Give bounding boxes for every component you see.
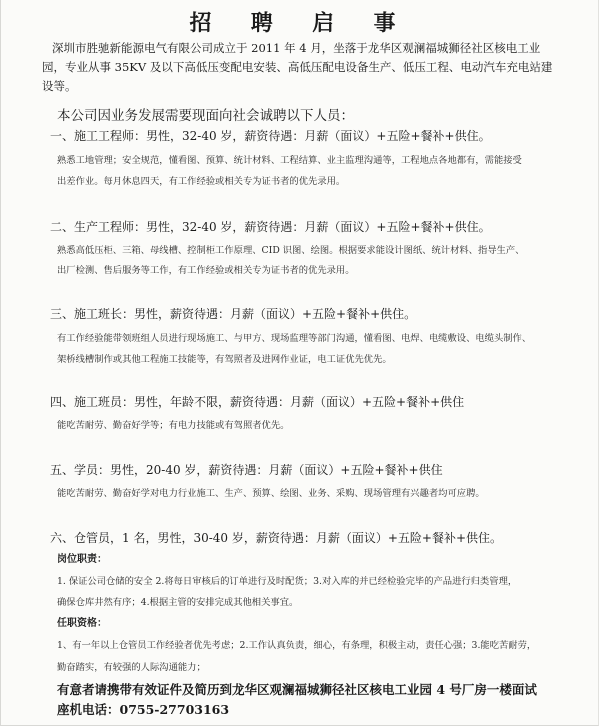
position-heading: 二、生产工程师：男性，32-40 岁，薪资待遇：月薪（面议）+五险+餐补+供住。 [50, 220, 491, 234]
position-heading: 五、学员：男性，20-40 岁，薪资待遇：月薪（面议）+五险+餐补+供住 [50, 463, 443, 477]
duty-line: 1. 保证公司仓储的安全 2.将每日审核后的订单进行及时配货；3.对入库的并已经检验完毕的产品进行归类管理， [57, 576, 518, 587]
intro-line: 园，专业从事 35KV 及以下高低压变配电安装、高低压配电设备生产、低压工程、电动汽车充电站建 [42, 60, 553, 74]
lead-sentence: 本公司因业务发展需要现面向社会诚聘以下人员： [57, 108, 354, 124]
position-description: 有工作经验能带领班组人员进行现场施工、与甲方、现场监理等部门沟通，懂看图、电焊、电缆敷设、电缆头制作、 [57, 333, 532, 344]
contact-phone: 座机电话：0755-27703163 [57, 702, 230, 717]
page-title: 招 聘 启 事 [189, 11, 412, 36]
position-heading: 一、施工工程师：男性，32-40 岁，薪资待遇：月薪（面议）+五险+餐补+供住。 [50, 129, 491, 143]
position-description: 能吃苦耐劳、勤奋好学等；有电力技能或有驾照者优先。 [57, 420, 290, 431]
intro-line: 设等。 [42, 79, 77, 93]
position-heading: 六、仓管员，1 名，男性，30-40 岁，薪资待遇：月薪（面议）+五险+餐补+供住。 [50, 531, 503, 545]
position-heading: 三、施工班长：男性，薪资待遇：月薪（面议）+五险+餐补+供住。 [50, 307, 417, 321]
contact-address: 有意者请携带有效证件及简历到龙华区观澜福城狮径社区核电工业园 4 号厂房一楼面试 [57, 682, 537, 697]
requirement-line: 勤奋踏实，有较强的人际沟通能力； [57, 662, 206, 673]
duty-line: 确保仓库井然有序；4.根据主管的安排完成其他相关事宜。 [57, 597, 299, 608]
position-description: 熟悉高低压柜、三箱、母线槽、控制柜工作原理、CID 识图、绘图。根据要求能设计图纸、统计材料、指导生产、 [57, 245, 525, 256]
requirement-line: 1、有一年以上仓管员工作经验者优先考虑；2.工作认真负责，细心，有条理，积极主动，责任心强；3.能吃苦耐劳， [57, 640, 537, 651]
requirements-label: 任职资格： [57, 618, 107, 629]
duties-label: 岗位职责： [57, 554, 107, 565]
position-heading: 四、施工班员：男性，年龄不限，薪资待遇：月薪（面议）+五险+餐补+供住 [50, 395, 465, 409]
position-description: 出差作业。每月休息四天，有工作经验或相关专为证书者的优先录用。 [57, 176, 346, 187]
intro-line: 深圳市胜驰新能源电气有限公司成立于 2011 年 4 月，坐落于龙华区观澜福城狮径社区核电工业 [52, 41, 541, 55]
position-description: 能吃苦耐劳、勤奋好学对电力行业施工、生产、预算、绘图、业务、采购、现场管理有兴趣者均可应聘。 [57, 488, 485, 499]
position-description: 出厂检测、售后服务等工作，有工作经验或相关专为证书者的优先录用。 [57, 265, 355, 276]
position-description: 熟悉工地管理；安全规范，懂看图、预算、统计材料、工程结算、业主监理沟通等，工程地点各地都有，需能接受 [57, 155, 522, 166]
position-description: 架桥线槽制作或其他工程施工技能等，有驾照者及进网作业证，电工证优先优先。 [57, 354, 392, 365]
